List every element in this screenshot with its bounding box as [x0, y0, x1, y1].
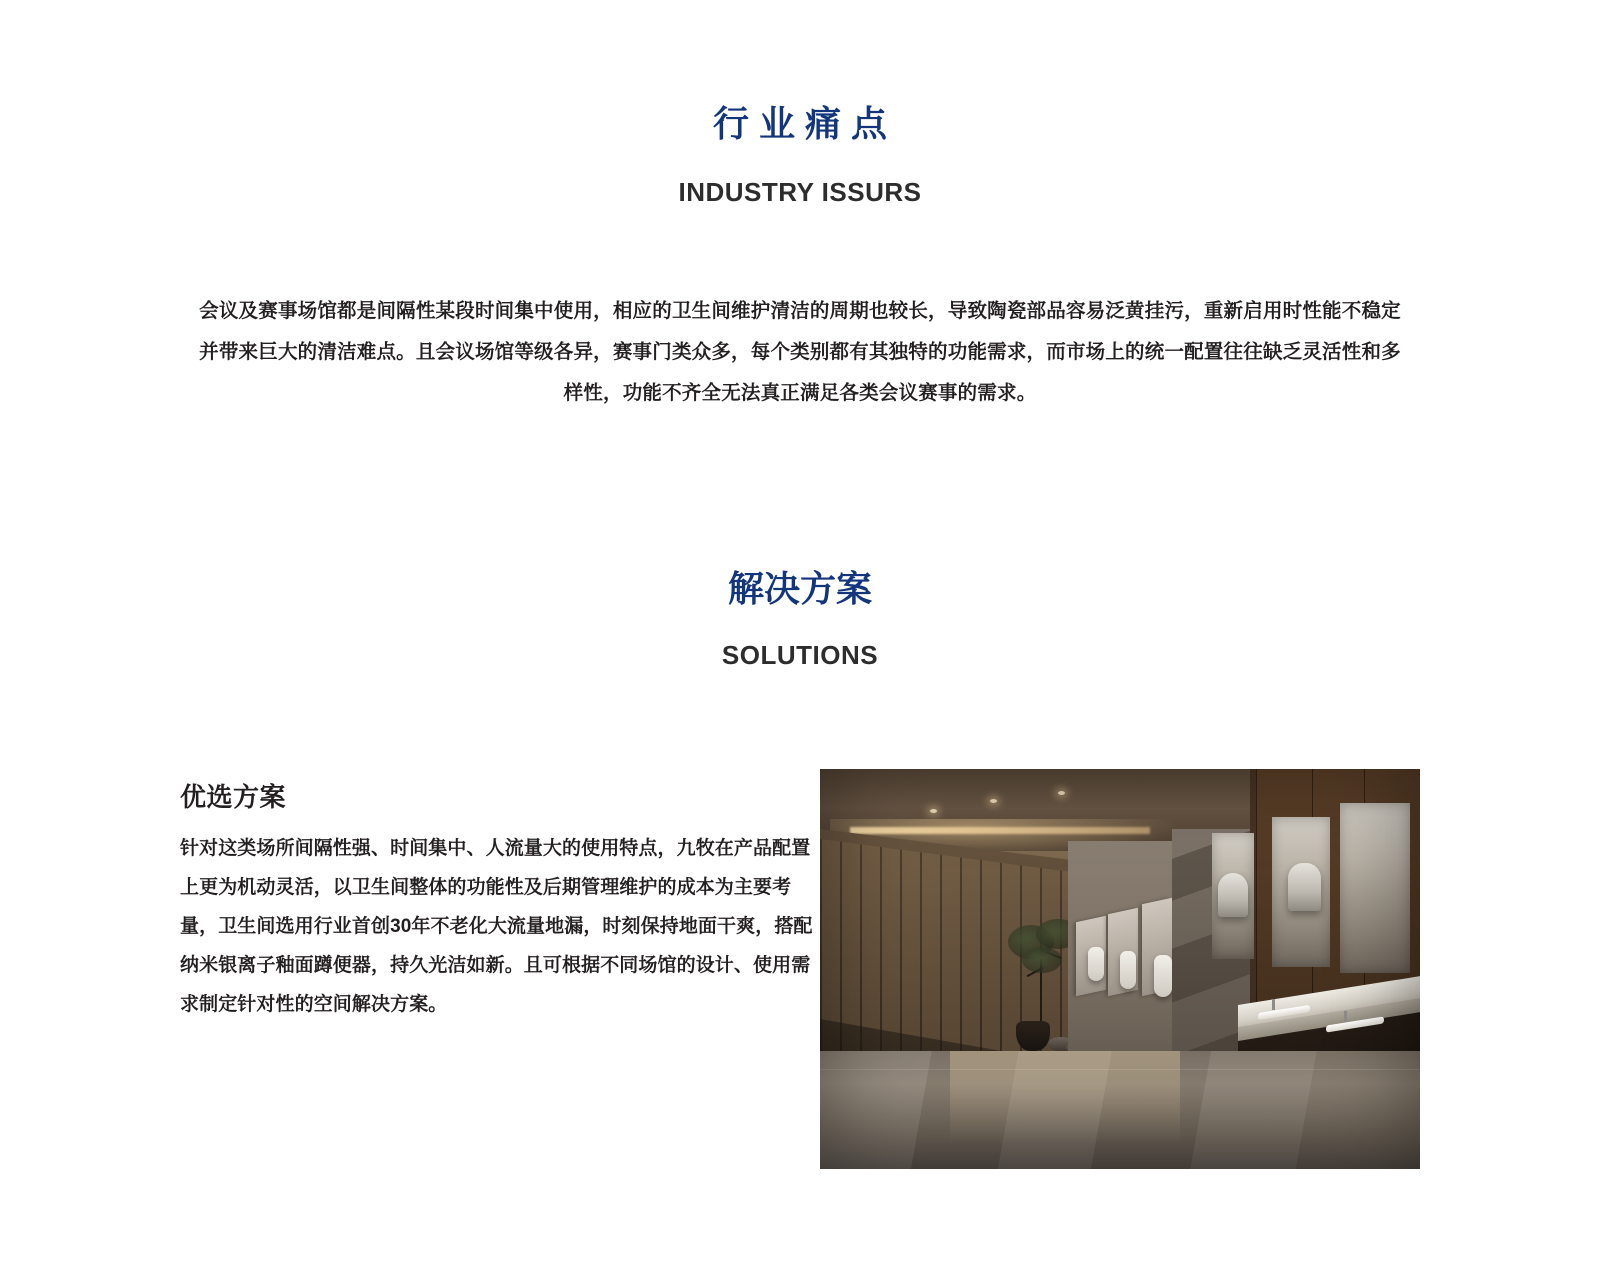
solutions-heading-block	[0, 569, 1600, 669]
solutions-heading-en: SOLUTIONS	[721, 639, 879, 670]
solutions-section	[0, 414, 1600, 1169]
photo-faucet	[1272, 999, 1275, 1010]
photo-floor-seam	[820, 1069, 1420, 1070]
industry-issues-section	[0, 0, 1600, 414]
photo-urinal	[1088, 947, 1104, 981]
industry-issues-heading-en: INDUSTRY ISSURS	[678, 176, 922, 207]
solution-card-title: 优选方案	[180, 782, 287, 813]
solution-restroom-photo	[820, 769, 1420, 1169]
industry-issues-paragraph: 会议及赛事场馆都是间隔性某段时间集中使用，相应的卫生间维护清洁的周期也较长，导致陶瓷部品容易泛黄挂污，重新启用时性能不稳定并带来巨大的清洁难点。且会议场馆等级各异，赛事门类众多，每个类别都有其独特的功能需求，而市场上的统一配置往往缺乏灵活性和多样性，功能不齐全无法真正满足各类会议赛事的需求。	[199, 300, 1401, 405]
photo-urinal	[1120, 951, 1136, 989]
solution-text-block	[180, 769, 820, 1025]
photo-faucet	[1344, 1011, 1347, 1022]
industry-issues-heading-cn: 行业痛点	[712, 103, 897, 144]
photo-mirror	[1340, 803, 1410, 973]
photo-floor-reflection	[950, 1051, 1180, 1161]
photo-plant-pot	[1016, 1021, 1050, 1051]
solution-card	[180, 769, 1420, 1169]
solution-card-description: 针对这类场所间隔性强、时间集中、人流量大的使用特点，九牧在产品配置上更为机动灵活，以卫生间整体的功能性及后期管理维护的成本为主要考量，卫生间选用行业首创30年不老化大流量地漏，时刻保持地面干爽，搭配纳米银离子釉面蹲便器，持久光洁如新。且可根据不同场馆的设计、使用需求制定针对性的空间解决方案。	[180, 838, 813, 1015]
solutions-heading-cn: 解决方案	[727, 568, 872, 609]
industry-issues-heading-block	[0, 104, 1600, 206]
photo-hand-dryer	[1218, 873, 1248, 917]
photo-urinal	[1154, 955, 1172, 997]
photo-hand-dryer	[1288, 863, 1321, 911]
